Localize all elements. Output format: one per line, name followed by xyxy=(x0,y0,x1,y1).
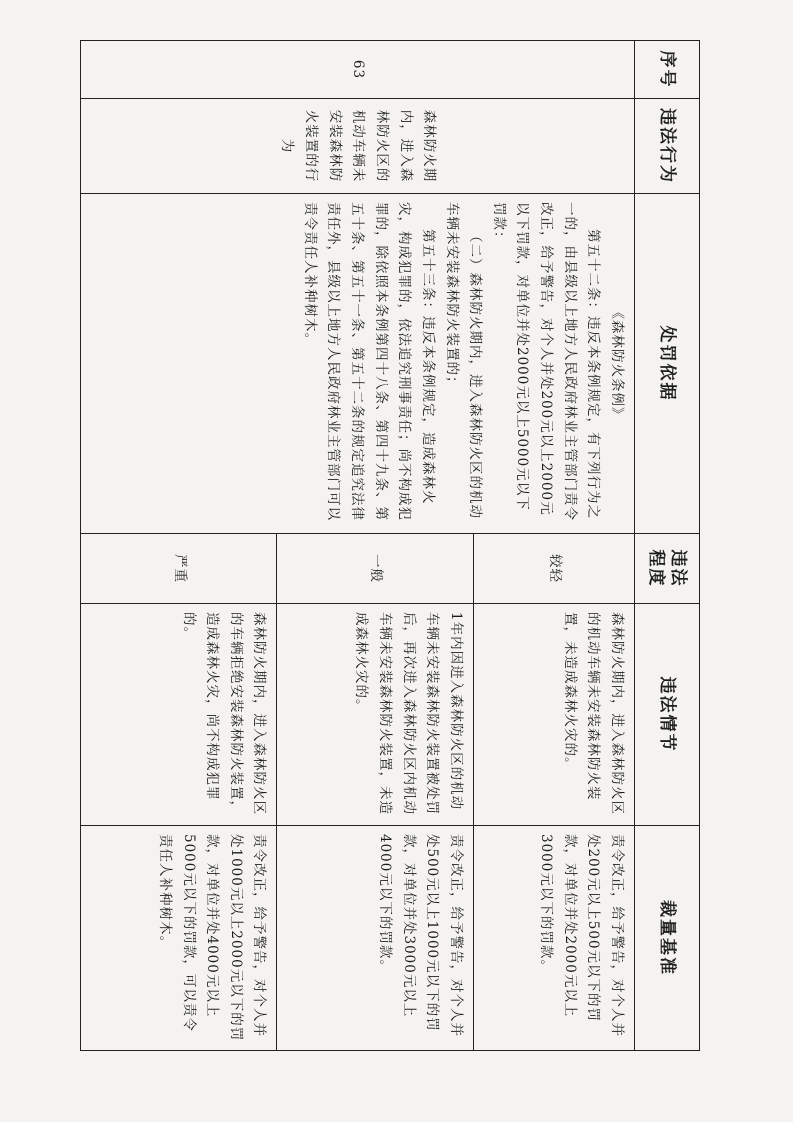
penalty-basis xyxy=(81,194,635,534)
circumstance-light: 森林防火期内，进入森林防火区的机动车辆未安装森林防火装置，未造成森林火灾的。 xyxy=(473,604,634,826)
degree-light: 较轻 xyxy=(473,534,634,604)
header-circumstance: 违法情节 xyxy=(635,604,700,826)
header-standard: 裁量基准 xyxy=(635,826,700,1051)
row-number: 63 xyxy=(81,41,635,99)
basis-article-53: 第五十三条：违反本条例规定，造成森林火灾，构成犯罪的，依法追究刑事责任；尚不构成犯罪的，除依照本条例第四十八条、第四十九条、第五十条、第五十一条、第五十二条的规定追究法律责任外，县级以上地方人民政府林业主管部门可以责令责任人补种树木。 xyxy=(301,202,436,521)
header-no: 序号 xyxy=(635,41,700,99)
header-row xyxy=(635,41,700,1051)
circumstance-general: 1年内因进入森林防火区的机动车辆未安装森林防火装置被处罚后，再次进入森林防火区内机动车辆未安装森林防火装置，未造成森林火灾的。 xyxy=(277,604,473,826)
basis-title: 《森林防火条例》 xyxy=(609,305,625,422)
standard-general: 责令改正，给予警告，对个人并处500元以上1000元以下的罚款，对单位并处3000元以上4000元以下的罚款。 xyxy=(277,826,473,1051)
degree-general: 一般 xyxy=(277,534,473,604)
violation-act: 森林防火期内，进入森林防火区的机动车辆未安装森林防火装置的行为 xyxy=(81,99,635,194)
circumstance-severe: 森林防火期内，进入森林防火区的车辆拒绝安装森林防火装置，造成森林火灾，尚不构成犯罪的。 xyxy=(81,604,277,826)
header-degree: 违法程度 xyxy=(635,534,700,604)
degree-severe: 严重 xyxy=(81,534,277,604)
table-row xyxy=(473,41,634,1051)
standard-light: 责令改正，给予警告，对个人并处200元以上500元以下的罚款，对单位并处2000元以上3000元以下的罚款。 xyxy=(473,826,634,1051)
basis-item-2: （二）森林防火期内，进入森林防火区的机动车辆未安装森林防火装置的； xyxy=(443,202,484,519)
header-act: 违法行为 xyxy=(635,99,700,194)
penalty-table xyxy=(80,40,700,1051)
standard-severe: 责令改正，给予警告，对个人并处1000元以上2000元以下的罚款，对单位并处4000元以上5000元以下的罚款，可以责令责任人补种树木。 xyxy=(81,826,277,1051)
rotated-page xyxy=(80,40,700,1050)
basis-article-52: 第五十二条：违反本条例规定，有下列行为之一的，由县级以上地方人民政府林业主管部门责令改正，给予警告，对个人并处200元以上2000元以下罚款，对单位并处2000元以上5000元以下罚款： xyxy=(490,202,602,521)
header-basis: 处罚依据 xyxy=(635,194,700,534)
